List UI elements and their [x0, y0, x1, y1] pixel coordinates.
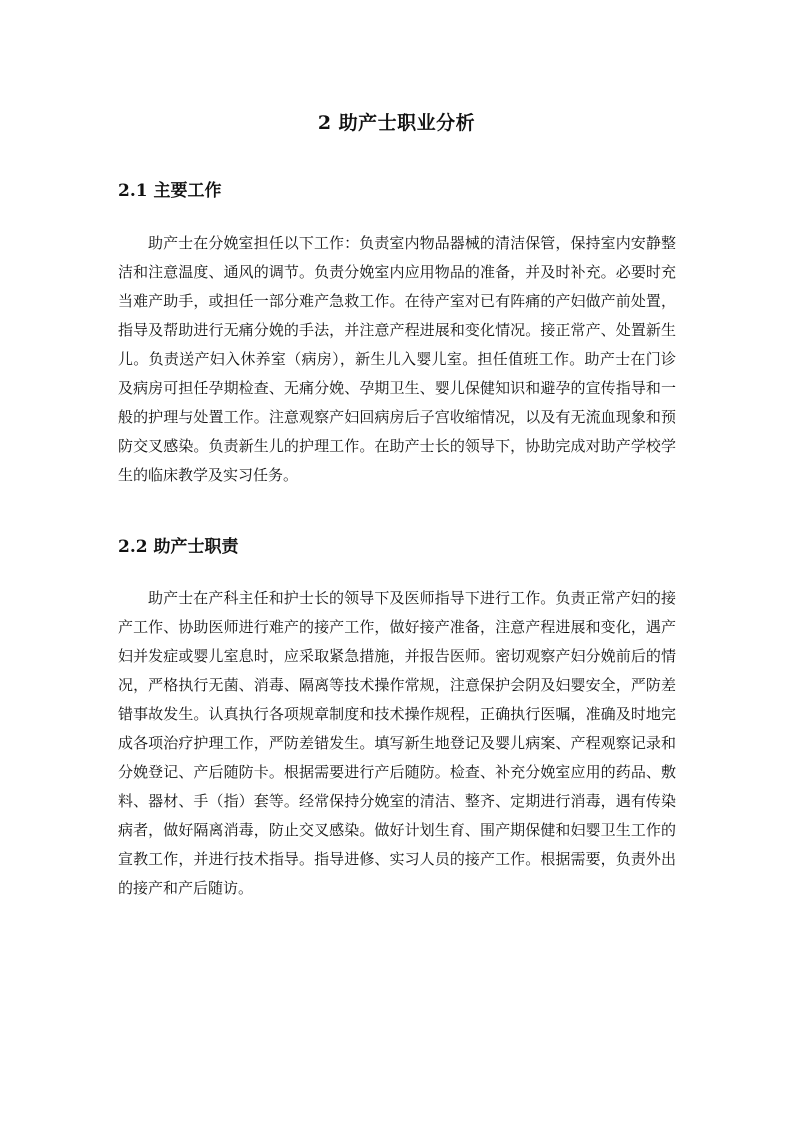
section-heading-main-work: 2.1 主要工作	[118, 181, 222, 201]
section-heading-duties: 2.2 助产士职责	[118, 537, 239, 557]
section-paragraph-main-work: 助产士在分娩室担任以下工作：负责室内物品器械的清洁保管，保持室内安静整洁和注意温度、通风的调节。负责分娩室内应用物品的准备，并及时补充。必要时充当难产助手，或担任一部分难产急救工作。在待产室对已有阵痛的产妇做产前处置，指导及帮助进行无痛分娩的手法，并注意产程进展和变化情况。接正常产、处置新生儿。负责送产妇入休养室（病房），新生儿入婴儿室。担任值班工作。助产士在门诊及病房可担任孕期检查、无痛分娩、孕期卫生、婴儿保健知识和避孕的宣传指导和一般的护理与处置工作。注意观察产妇回病房后子宫收缩情况，以及有无流血现象和预防交叉感染。负责新生儿的护理工作。在助产士长的领导下，协助完成对助产学校学生的临床教学及实习任务。	[118, 234, 676, 484]
page-title: 2 助产士职业分析	[317, 112, 476, 134]
section-paragraph-duties: 助产士在产科主任和护士长的领导下及医师指导下进行工作。负责正常产妇的接产工作、协助医师进行难产的接产工作，做好接产准备，注意产程进展和变化，遇产妇并发症或婴儿室息时，应采取紧急措施，并报告医师。密切观察产妇分娩前后的情况，严格执行无菌、消毒、隔离等技术操作常规，注意保护会阴及妇婴安全，严防差错事故发生。认真执行各项规章制度和技术操作规程，正确执行医嘱，准确及时地完成各项治疗护理工作，严防差错发生。填写新生地登记及婴儿病案、产程观察记录和分娩登记、产后随防卡。根据需要进行产后随防。检查、补充分娩室应用的药品、敷料、器材、手（指）套等。经常保持分娩室的清洁、整齐、定期进行消毒，遇有传染病者，做好隔离消毒，防止交叉感染。做好计划生育、围产期保健和妇婴卫生工作的宣教工作，并进行技术指导。指导进修、实习人员的接产工作。根据需要，负责外出的接产和产后随访。	[118, 589, 676, 897]
